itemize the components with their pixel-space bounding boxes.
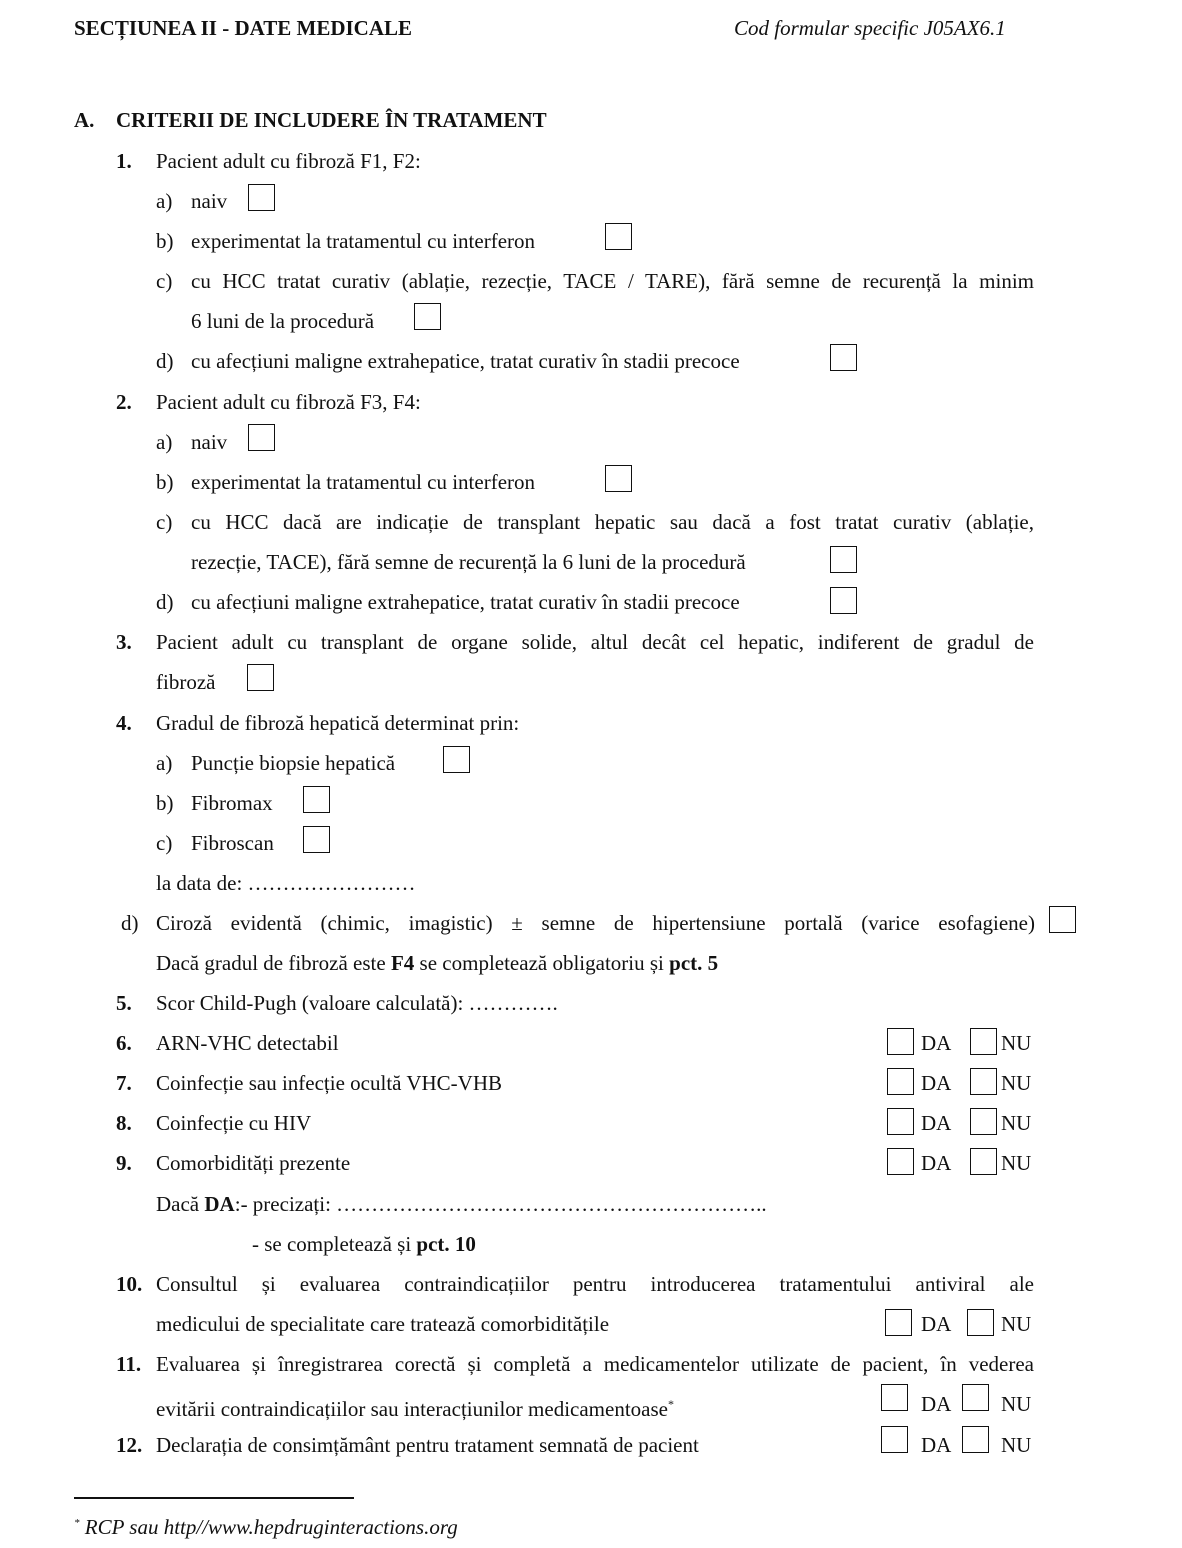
item-6-da-label: DA xyxy=(921,1031,952,1055)
item-1b-text: experimentat la tratamentul cu interferon xyxy=(191,229,536,253)
item-11-text-line2 xyxy=(156,1390,674,1423)
item-7-da-label: DA xyxy=(921,1071,952,1095)
item-10-nu-label: NU xyxy=(1001,1312,1032,1336)
item-3-text-line2: fibroză xyxy=(156,670,216,694)
item-1c-checkbox[interactable] xyxy=(414,303,441,330)
item-2d-checkbox[interactable] xyxy=(830,587,857,614)
item-12-number: 12. xyxy=(116,1433,143,1457)
item-4a-checkbox[interactable] xyxy=(443,746,470,773)
item-8-nu-label: NU xyxy=(1001,1111,1032,1135)
item-4b-checkbox[interactable] xyxy=(303,786,330,813)
item-10-text-line2: medicului de specialitate care tratează comorbiditățile xyxy=(156,1312,610,1336)
form-code: Cod formular specific J05AX6.1 xyxy=(734,16,1006,40)
footnote xyxy=(74,1509,458,1541)
item-2a-text: naiv xyxy=(191,430,228,454)
item-8-da-label: DA xyxy=(921,1111,952,1135)
item-7-text: Coinfecție sau infecție ocultă VHC-VHB xyxy=(156,1071,503,1095)
item-4a-letter: a) xyxy=(156,751,173,775)
item-2c-letter: c) xyxy=(156,510,173,534)
item-11-footnote-mark: * xyxy=(667,1397,674,1411)
item-11-da-checkbox[interactable] xyxy=(881,1384,908,1411)
item-9-da-label: DA xyxy=(921,1151,952,1175)
item-1d-checkbox[interactable] xyxy=(830,344,857,371)
section-a-letter: A. xyxy=(74,108,95,132)
item-4-note xyxy=(156,949,718,977)
item-1a-letter: a) xyxy=(156,189,173,213)
item-4b-letter: b) xyxy=(156,791,174,815)
item-9-da-pre: Dacă xyxy=(156,1192,205,1216)
item-1d-text: cu afecțiuni maligne extrahepatice, tratat curativ în stadii precoce xyxy=(191,349,740,373)
item-1a-checkbox[interactable] xyxy=(248,184,275,211)
item-1b-letter: b) xyxy=(156,229,174,253)
item-12-da-label: DA xyxy=(921,1433,952,1457)
item-2-text: Pacient adult cu fibroză F3, F4: xyxy=(156,390,421,414)
item-4-number: 4. xyxy=(116,711,132,735)
item-4-note-pre: Dacă gradul de fibroză este xyxy=(156,951,391,975)
item-4-note-mid: se completează obligatoriu și xyxy=(414,951,670,975)
item-1c-text-line1: cu HCC tratat curativ (ablație, rezecție, TACE / TARE), fără semne de recurență la minim xyxy=(191,269,1034,293)
item-2b-checkbox[interactable] xyxy=(605,465,632,492)
item-12-text: Declarația de consimțământ pentru tratament semnată de pacient xyxy=(156,1433,699,1457)
item-9-number: 9. xyxy=(116,1151,132,1175)
item-2c-text-line1: cu HCC dacă are indicație de transplant hepatic sau dacă a fost tratat curativ (ablație, xyxy=(191,510,1034,534)
item-12-da-checkbox[interactable] xyxy=(881,1426,908,1453)
item-8-number: 8. xyxy=(116,1111,132,1135)
item-4c-text: Fibroscan xyxy=(191,831,274,855)
item-11-nu-label: NU xyxy=(1001,1392,1032,1416)
footnote-text: RCP sau http//www.hepdruginteractions.org xyxy=(84,1515,458,1539)
item-8-nu-checkbox[interactable] xyxy=(970,1108,997,1135)
item-1c-text-line2: 6 luni de la procedură xyxy=(191,309,375,333)
item-4c-checkbox[interactable] xyxy=(303,826,330,853)
item-10-number: 10. xyxy=(116,1272,143,1296)
item-2b-letter: b) xyxy=(156,470,174,494)
item-2-number: 2. xyxy=(116,390,132,414)
item-12-nu-label: NU xyxy=(1001,1433,1032,1457)
item-10-da-label: DA xyxy=(921,1312,952,1336)
footnote-rule xyxy=(74,1497,354,1499)
item-1b-checkbox[interactable] xyxy=(605,223,632,250)
item-9-nu-label: NU xyxy=(1001,1151,1032,1175)
item-9-da-checkbox[interactable] xyxy=(887,1148,914,1175)
item-11-nu-checkbox[interactable] xyxy=(962,1384,989,1411)
item-4-text: Gradul de fibroză hepatică determinat prin: xyxy=(156,711,520,735)
item-4-date-field[interactable]: la data de: …………………… xyxy=(156,871,416,895)
item-10-text-line1: Consultul și evaluarea contraindicațiilor pentru introducerea tratamentului antiviral ale xyxy=(156,1272,1034,1296)
item-9-nu-checkbox[interactable] xyxy=(970,1148,997,1175)
item-5-text[interactable]: Scor Child-Pugh (valoare calculată): …………. xyxy=(156,991,558,1015)
item-3-number: 3. xyxy=(116,630,132,654)
item-7-number: 7. xyxy=(116,1071,132,1095)
item-4a-text: Puncție biopsie hepatică xyxy=(191,751,396,775)
item-8-da-checkbox[interactable] xyxy=(887,1108,914,1135)
footnote-mark: * xyxy=(74,1517,80,1529)
section-title: SECȚIUNEA II - DATE MEDICALE xyxy=(74,16,413,40)
item-2d-letter: d) xyxy=(156,590,174,614)
item-4-note-pct: pct. 5 xyxy=(669,951,719,975)
item-4d-letter: d) xyxy=(121,911,139,935)
item-9-text: Comorbidități prezente xyxy=(156,1151,351,1175)
item-9-specify-field[interactable] xyxy=(156,1190,767,1218)
item-9-da-post: :- precizați: …………………………………………………….. xyxy=(234,1192,767,1216)
item-1c-letter: c) xyxy=(156,269,173,293)
item-2a-checkbox[interactable] xyxy=(248,424,275,451)
item-3-text-line1: Pacient adult cu transplant de organe solide, altul decât cel hepatic, indiferent de gradul de xyxy=(156,630,1034,654)
item-6-nu-label: NU xyxy=(1001,1031,1032,1055)
item-7-nu-label: NU xyxy=(1001,1071,1032,1095)
item-2c-checkbox[interactable] xyxy=(830,546,857,573)
item-7-nu-checkbox[interactable] xyxy=(970,1068,997,1095)
item-9-da-bold: DA xyxy=(204,1192,235,1216)
item-4d-checkbox[interactable] xyxy=(1049,906,1076,933)
item-10-da-checkbox[interactable] xyxy=(885,1309,912,1336)
item-11-number: 11. xyxy=(116,1352,142,1376)
section-a-title: CRITERII DE INCLUDERE ÎN TRATAMENT xyxy=(116,108,547,132)
item-12-nu-checkbox[interactable] xyxy=(962,1426,989,1453)
item-7-da-checkbox[interactable] xyxy=(887,1068,914,1095)
item-2a-letter: a) xyxy=(156,430,173,454)
item-8-text: Coinfecție cu HIV xyxy=(156,1111,312,1135)
item-1-text: Pacient adult cu fibroză F1, F2: xyxy=(156,149,421,173)
item-6-text: ARN-VHC detectabil xyxy=(156,1031,339,1055)
item-1d-letter: d) xyxy=(156,349,174,373)
item-6-number: 6. xyxy=(116,1031,132,1055)
item-11-da-label: DA xyxy=(921,1392,952,1416)
item-4c-letter: c) xyxy=(156,831,173,855)
item-9-see-note xyxy=(252,1230,476,1258)
item-2c-text-line2: rezecție, TACE), fără semne de recurență la 6 luni de la procedură xyxy=(191,550,746,574)
item-2d-text: cu afecțiuni maligne extrahepatice, tratat curativ în stadii precoce xyxy=(191,590,740,614)
item-4b-text: Fibromax xyxy=(191,791,273,815)
item-11-text-line1: Evaluarea și înregistrarea corectă și completă a medicamentelor utilizate de pacient, în vederea xyxy=(156,1352,1034,1376)
item-3-checkbox[interactable] xyxy=(247,664,274,691)
item-4-note-f4: F4 xyxy=(390,951,415,975)
item-6-nu-checkbox[interactable] xyxy=(970,1028,997,1055)
item-1a-text: naiv xyxy=(191,189,228,213)
item-9-se-pre: - se completează și xyxy=(252,1232,417,1256)
item-2b-text: experimentat la tratamentul cu interferon xyxy=(191,470,536,494)
item-5-number: 5. xyxy=(116,991,132,1015)
item-9-se-bold: pct. 10 xyxy=(416,1232,476,1256)
item-4d-text: Ciroză evidentă (chimic, imagistic) ± semne de hipertensiune portală (varice esofagiene) xyxy=(156,911,1035,935)
item-11-text-line2-main: evitării contraindicațiilor sau interacțiunilor medicamentoase xyxy=(156,1397,668,1421)
item-1-number: 1. xyxy=(116,149,132,173)
item-10-nu-checkbox[interactable] xyxy=(967,1309,994,1336)
item-6-da-checkbox[interactable] xyxy=(887,1028,914,1055)
